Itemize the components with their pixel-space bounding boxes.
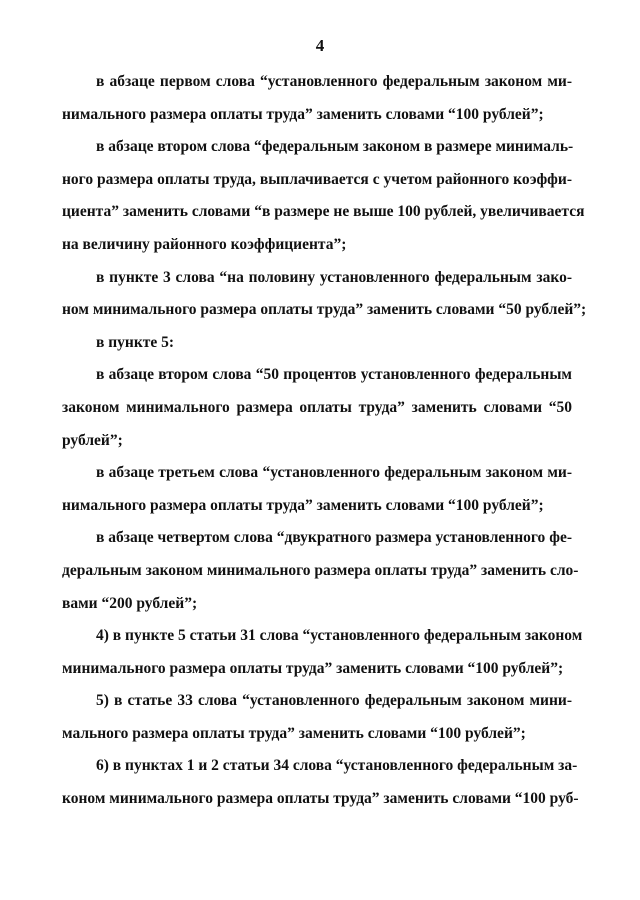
text-line: коном минимального размера оплаты труда” заменить словами “100 руб- bbox=[62, 790, 579, 808]
text-line: рублей”; bbox=[62, 431, 123, 449]
text-line: в абзаце втором слова “федеральным законом в размере минималь- bbox=[96, 138, 574, 156]
document-body bbox=[62, 66, 587, 816]
text-line: в абзаце третьем слова “установленного федеральным законом ми- bbox=[96, 464, 572, 482]
page-number: 4 bbox=[315, 36, 325, 55]
text-line: на величину районного коэффициента”; bbox=[62, 235, 347, 253]
text-line: в абзаце первом слова “установленного федеральным законом ми- bbox=[96, 73, 572, 90]
text-line: 4) в пункте 5 статьи 31 слова “установленного федеральным законом bbox=[96, 627, 583, 645]
text-line: минимального размера оплаты труда” заменить словами “100 рублей”; bbox=[62, 659, 564, 677]
text-line: циента” заменить словами “в размере не выше 100 рублей, увеличивается bbox=[62, 203, 585, 221]
text-line: в пункте 3 слова “на половину установленного федеральным зако- bbox=[96, 268, 572, 286]
text-line: в абзаце втором слова “50 процентов установленного федеральным bbox=[96, 366, 572, 384]
text-line: ного размера оплаты труда, выплачивается с учетом районного коэффи- bbox=[62, 170, 572, 188]
text-line: законом минимального размера оплаты труда” заменить словами “50 bbox=[62, 398, 572, 416]
text-line: вами “200 рублей”; bbox=[62, 594, 198, 612]
text-line: 5) в статье 33 слова “установленного федеральным законом мини- bbox=[96, 692, 572, 710]
text-line: мального размера оплаты труда” заменить словами “100 рублей”; bbox=[62, 724, 526, 742]
text-line: деральным законом минимального размера оплаты труда” заменить сло- bbox=[62, 561, 579, 579]
text-line: в пункте 5: bbox=[96, 333, 175, 351]
text-line: 6) в пунктах 1 и 2 статьи 34 слова “установленного федеральным за- bbox=[96, 757, 578, 775]
text-line: нимального размера оплаты труда” заменить словами “100 рублей”; bbox=[62, 496, 544, 514]
text-line: нимального размера оплаты труда” заменить словами “100 рублей”; bbox=[62, 105, 544, 123]
text-line: в абзаце четвертом слова “двукратного размера установленного фе- bbox=[96, 529, 572, 547]
text-line: ном минимального размера оплаты труда” заменить словами “50 рублей”; bbox=[62, 301, 587, 319]
